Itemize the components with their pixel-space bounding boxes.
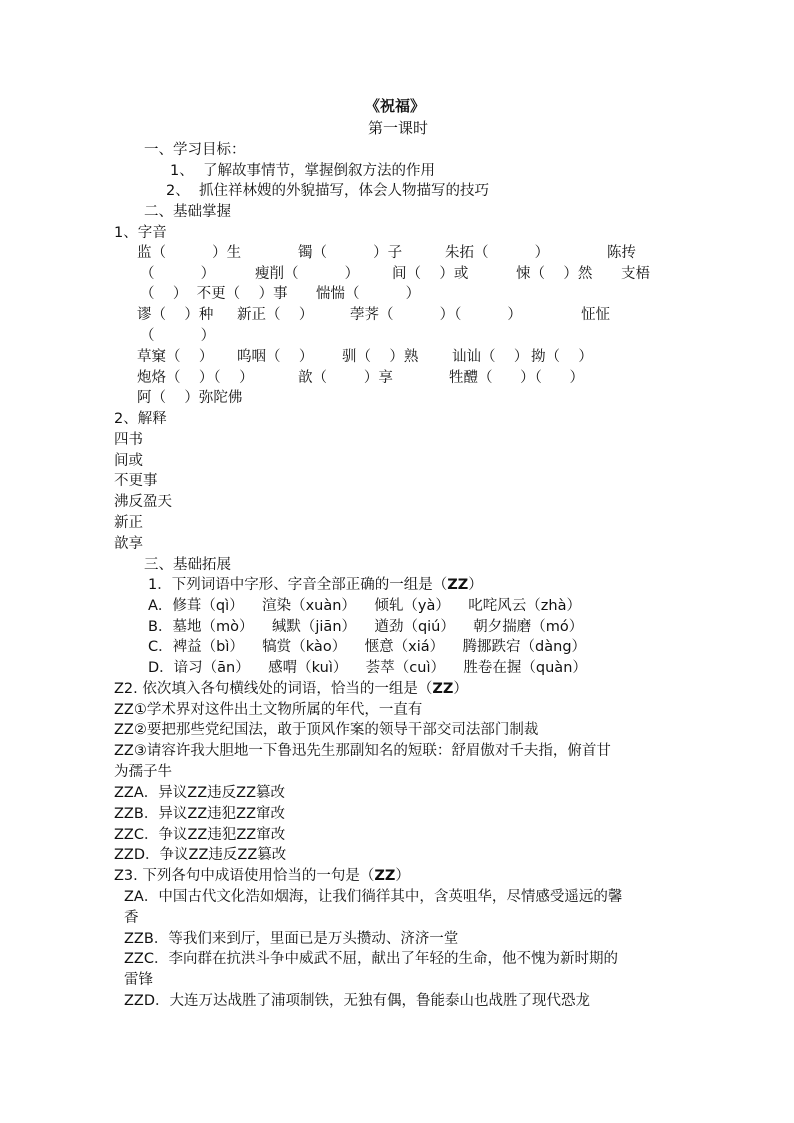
question-3-line: ZZB．等我们来到厅，里面已是万头攒动、济济一堂 xyxy=(124,931,459,947)
pron-item: 草窠（ ） xyxy=(137,349,214,365)
pron-item: 炮烙（ ）（ ） xyxy=(137,370,254,386)
explanation-term: 歆享 xyxy=(114,536,143,552)
pron-item: （ ） 不更（ ）事 xyxy=(140,286,288,302)
section3-heading: 三、基础拓展 xyxy=(144,557,231,573)
question-2-option: ZZC．争议ZZ违犯ZZ窜改 xyxy=(114,827,286,843)
pron-item: 瘦削（ ） xyxy=(255,266,360,282)
question-2-sentence: ZZ③请容许我大胆地一下鲁迅先生那副知名的短联：舒眉傲对千夫指，俯首甘 xyxy=(114,743,611,759)
question-1-option: B．墓地（mò） 缄默（jiān） 遒劲（qiú） 朝夕揣磨（mó） xyxy=(148,619,584,635)
pron-item: 阿（ ）弥陀佛 xyxy=(137,390,243,406)
question-2-stem: Z2. 依次填入各句横线处的词语，恰当的一组是（ZZ） xyxy=(114,681,468,697)
explanation-term: 间或 xyxy=(114,453,143,469)
question-2-option: ZZA．异议ZZ违反ZZ篡改 xyxy=(114,785,286,801)
pronunciation-heading: 1、字音 xyxy=(114,225,167,241)
question-3-line: 雷锋 xyxy=(124,972,153,988)
pron-item: （ ） xyxy=(140,266,216,282)
explanation-heading: 2、解释 xyxy=(114,411,167,427)
pron-item: 怔怔 xyxy=(581,307,610,323)
document-title: 《祝福》 xyxy=(365,97,426,115)
question-1-option: D．谙习（ān） 感喟（kuì） 荟萃（cuì） 胜卷在握（quàn） xyxy=(148,660,587,676)
pron-item: 监（ ）生 xyxy=(137,245,242,261)
question-2-option: ZZD．争议ZZ违反ZZ篡改 xyxy=(114,847,287,863)
explanation-term: 新正 xyxy=(114,515,143,531)
question-2-sentence: ZZ②要把那些党纪国法，敢于顶风作案的领导干部交司法部门制裁 xyxy=(114,722,539,738)
pron-item: 陈抟 xyxy=(607,245,636,261)
pron-item: （ ） xyxy=(140,328,216,344)
pron-item: 荸荠（ ）（ ） xyxy=(350,307,522,323)
question-3-line: ZZD．大连万达战胜了浦项制铁，无独有偶，鲁能泰山也战胜了现代恐龙 xyxy=(124,993,591,1009)
pron-item: 谬（ ）种 xyxy=(137,307,214,323)
question-1-option: A．修葺（qì） 渲染（xuàn） 倾轧（yà） 叱咤风云（zhà） xyxy=(148,598,581,614)
document-subtitle: 第一课时 xyxy=(368,119,429,137)
explanation-term: 不更事 xyxy=(114,473,158,489)
goal-2: 2、 抓住祥林嫂的外貌描写，体会人物描写的技巧 xyxy=(166,183,489,199)
question-3-line: ZZC．李向群在抗洪斗争中威武不屈，献出了年轻的生命，他不愧为新时期的 xyxy=(124,951,618,967)
pron-item: 新正（ ） xyxy=(237,307,314,323)
explanation-term: 沸反盈天 xyxy=(114,494,172,510)
explanation-term: 四书 xyxy=(114,432,143,448)
question-3-line: 香 xyxy=(124,910,139,926)
pron-item: 间（ ）或 xyxy=(392,266,469,282)
pron-item: 朱拓（ ） xyxy=(445,245,550,261)
pron-item: 驯（ ）熟 xyxy=(342,349,419,365)
pron-item: 歆（ ）享 xyxy=(298,370,393,386)
pron-item: 呜咽（ ） xyxy=(237,349,314,365)
pron-item: 拗（ ） xyxy=(531,349,593,365)
question-1-stem: 1．下列词语中字形、字音全部正确的一组是（ZZ） xyxy=(148,577,483,593)
section2-heading: 二、基础掌握 xyxy=(144,204,231,220)
pron-item: 悚（ ）然 xyxy=(516,266,593,282)
pron-item: 讪讪（ ） xyxy=(452,349,529,365)
question-3-stem: Z3. 下列各句中成语使用恰当的一句是（ZZ） xyxy=(114,868,410,884)
pron-item: 镯（ ）子 xyxy=(298,245,403,261)
question-2-sentence: 为孺子牛 xyxy=(114,764,172,780)
question-3-line: ZA．中国古代文化浩如烟海，让我们徜徉其中，含英咀华，尽情感受遥远的馨 xyxy=(124,889,623,905)
question-1-option: C．裨益（bì） 犒赏（kào） 惬意（xiá） 腾挪跌宕（dàng） xyxy=(148,639,587,655)
pron-item: 牲醴（ ）（ ） xyxy=(449,370,585,386)
pron-item: 惴惴（ ） xyxy=(316,286,421,302)
pron-item: 支梧 xyxy=(621,266,650,282)
section1-heading: 一、学习目标： xyxy=(144,142,246,158)
question-2-sentence: ZZ①学术界对这件出土文物所属的年代，一直有 xyxy=(114,702,423,718)
goal-1: 1、 了解故事情节，掌握倒叙方法的作用 xyxy=(170,163,435,179)
question-2-option: ZZB．异议ZZ违犯ZZ窜改 xyxy=(114,806,286,822)
